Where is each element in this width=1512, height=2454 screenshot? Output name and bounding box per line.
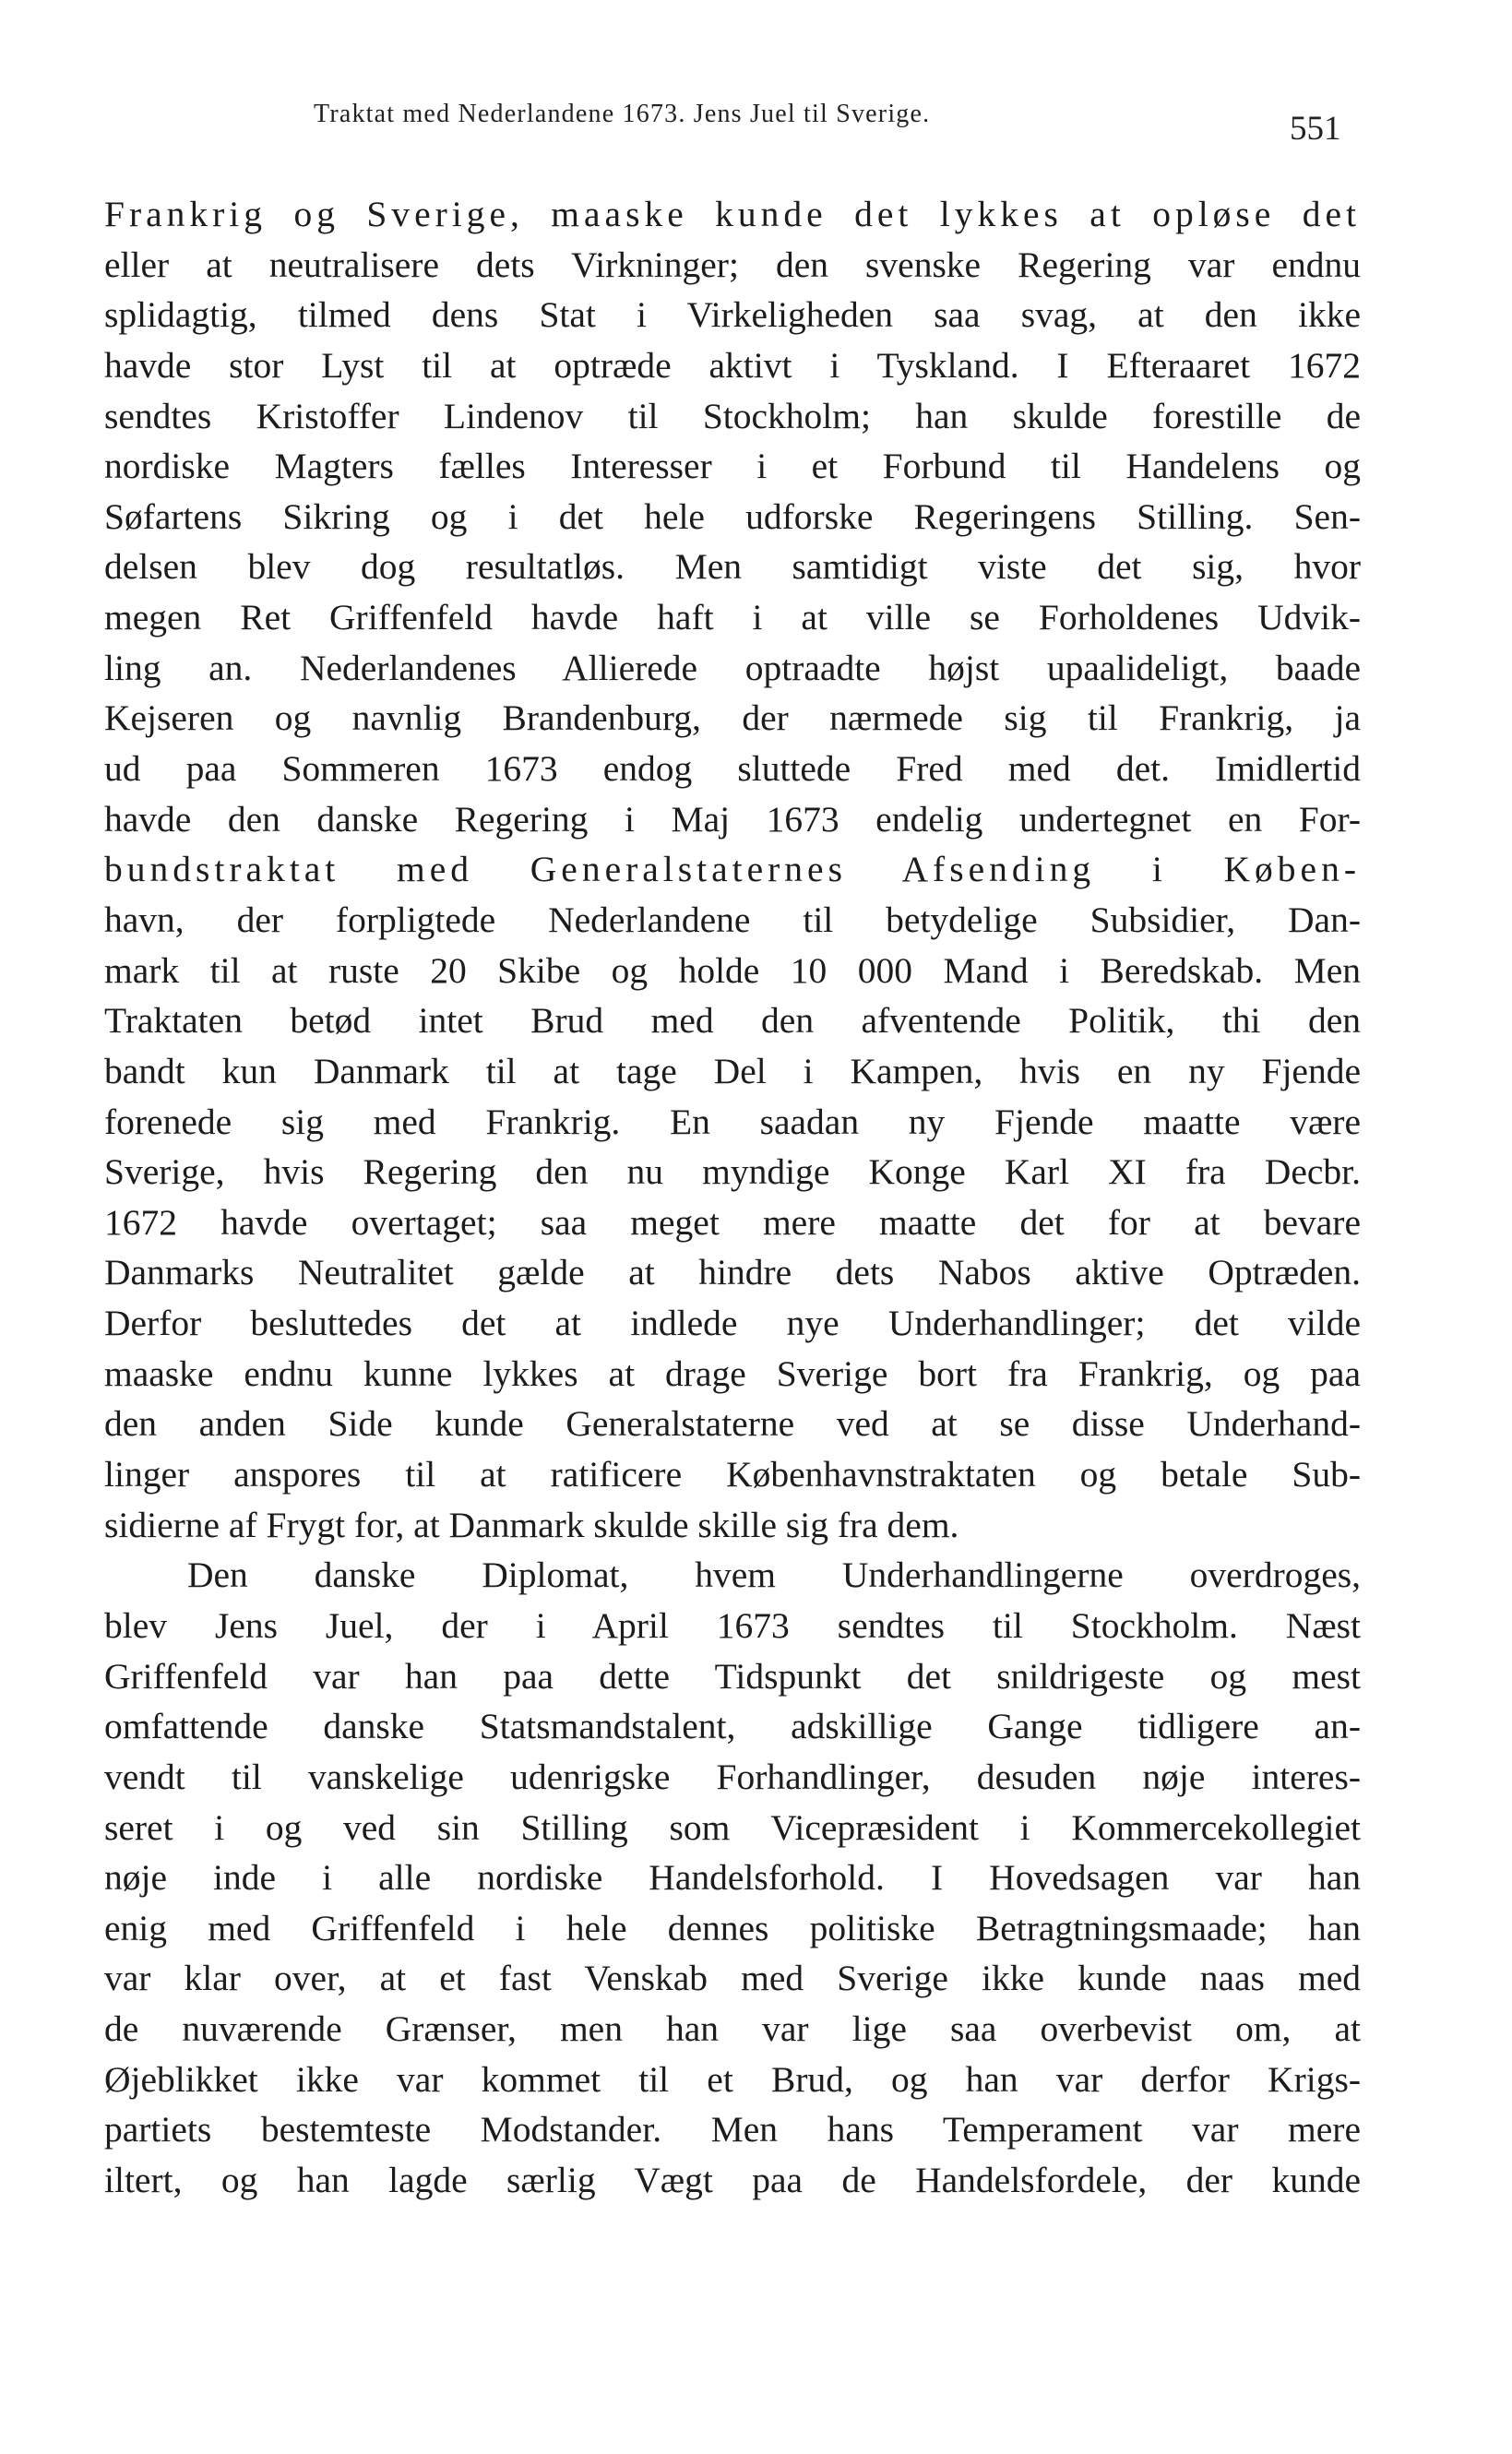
running-title: Traktat med Nederlandene 1673. Jens Juel til Sverige.: [314, 100, 931, 128]
text-line: ud paa Sommeren 1673 endog sluttede Fred med det. Imidlertid: [104, 748, 1361, 790]
text-line: ling an. Nederlandenes Allierede optraadte højst upaalideligt, baade: [104, 647, 1361, 688]
text-line: Søfartens Sikring og i det hele udforske Regeringens Stilling. Sen-: [104, 495, 1361, 537]
text-line: havn, der forpligtede Nederlandene til betydelige Subsidier, Dan-: [104, 899, 1361, 940]
text-line: Danmarks Neutralitet gælde at hindre dets Nabos aktive Optræden.: [104, 1252, 1361, 1293]
text-line: havde den danske Regering i Maj 1673 endelig undertegnet en For-: [104, 798, 1361, 840]
text-line: Derfor besluttedes det at indlede nye Underhandlinger; det vilde: [104, 1303, 1361, 1344]
text-line: havde stor Lyst til at optræde aktivt i Tyskland. I Efteraaret 1672: [104, 344, 1361, 386]
text-line: forenede sig med Frankrig. En saadan ny Fjende maatte være: [104, 1101, 1361, 1142]
text-line: var klar over, at et fast Venskab med Sverige ikke kunde naas med: [104, 1958, 1361, 1999]
text-line: eller at neutralisere dets Virkninger; den svenske Regering var endnu: [104, 244, 1361, 285]
text-line: maaske endnu kunne lykkes at drage Sverige bort fra Frankrig, og paa: [104, 1352, 1361, 1394]
text-line: iltert, og han lagde særlig Vægt paa de Handelsfordele, der kunde: [104, 2159, 1361, 2200]
text-line: seret i og ved sin Stilling som Vicepræsident i Kommercekollegiet: [104, 1806, 1361, 1848]
text-line: de nuværende Grænser, men han var lige saa overbevist om, at: [104, 2008, 1361, 2050]
text-line: partiets bestemteste Modstander. Men hans Temperament var mere: [104, 2109, 1361, 2150]
text-line: delsen blev dog resultatløs. Men samtidigt viste det sig, hvor: [104, 546, 1361, 588]
text-line: nordiske Magters fælles Interesser i et Forbund til Handelens og: [104, 446, 1361, 487]
text-line: sidierne af Frygt for, at Danmark skulde skille sig fra dem.: [104, 1504, 959, 1545]
text-line: nøje inde i alle nordiske Handelsforhold. I Hovedsagen var han: [104, 1857, 1361, 1899]
text-line: sendtes Kristoffer Lindenov til Stockholm; han skulde forestille de: [104, 395, 1361, 436]
body-text: [104, 189, 1361, 2206]
text-line: omfattende danske Statsmandstalent, adskillige Gange tidligere an-: [104, 1706, 1361, 1747]
page-number: 551: [1290, 110, 1341, 148]
text-line: megen Ret Griffenfeld havde haft i at ville se Forholdenes Udvik-: [104, 597, 1361, 638]
text-line: bandt kun Danmark til at tage Del i Kampen, hvis en ny Fjende: [104, 1050, 1361, 1091]
text-line: mark til at ruste 20 Skibe og holde 10 000 Mand i Beredskab. Men: [104, 949, 1361, 991]
text-line: splidagtig, tilmed dens Stat i Virkeligheden saa svag, at den ikke: [104, 294, 1361, 336]
text-line: Kejseren og navnlig Brandenburg, der nærmede sig til Frankrig, ja: [104, 697, 1361, 739]
text-line: Øjeblikket ikke var kommet til et Brud, og han var derfor Krigs-: [104, 2058, 1361, 2100]
text-line: 1672 havde overtaget; saa meget mere maatte det for at bevare: [104, 1201, 1361, 1243]
text-line: linger anspores til at ratificere Københavnstraktaten og betale Sub-: [104, 1454, 1361, 1495]
text-line: Sverige, hvis Regering den nu myndige Konge Karl XI fra Decbr.: [104, 1151, 1361, 1193]
text-line: Den danske Diplomat, hvem Underhandlingerne overdroges,: [187, 1555, 1361, 1596]
text-line: Griffenfeld var han paa dette Tidspunkt det snildrigeste og mest: [104, 1655, 1361, 1697]
text-line: den anden Side kunde Generalstaterne ved at se disse Underhand-: [104, 1403, 1361, 1445]
text-line: Traktaten betød intet Brud med den afventende Politik, thi den: [104, 1000, 1361, 1042]
text-line: vendt til vanskelige udenrigske Forhandlinger, desuden nøje interes-: [104, 1756, 1361, 1797]
text-line: bundstraktat med Generalstaternes Afsending i Køben-: [104, 849, 1361, 890]
text-line: Frankrig og Sverige, maaske kunde det lykkes at opløse det: [104, 194, 1361, 234]
text-line: enig med Griffenfeld i hele dennes politiske Betragtningsmaade; han: [104, 1907, 1361, 1948]
text-line: blev Jens Juel, der i April 1673 sendtes til Stockholm. Næst: [104, 1604, 1361, 1646]
